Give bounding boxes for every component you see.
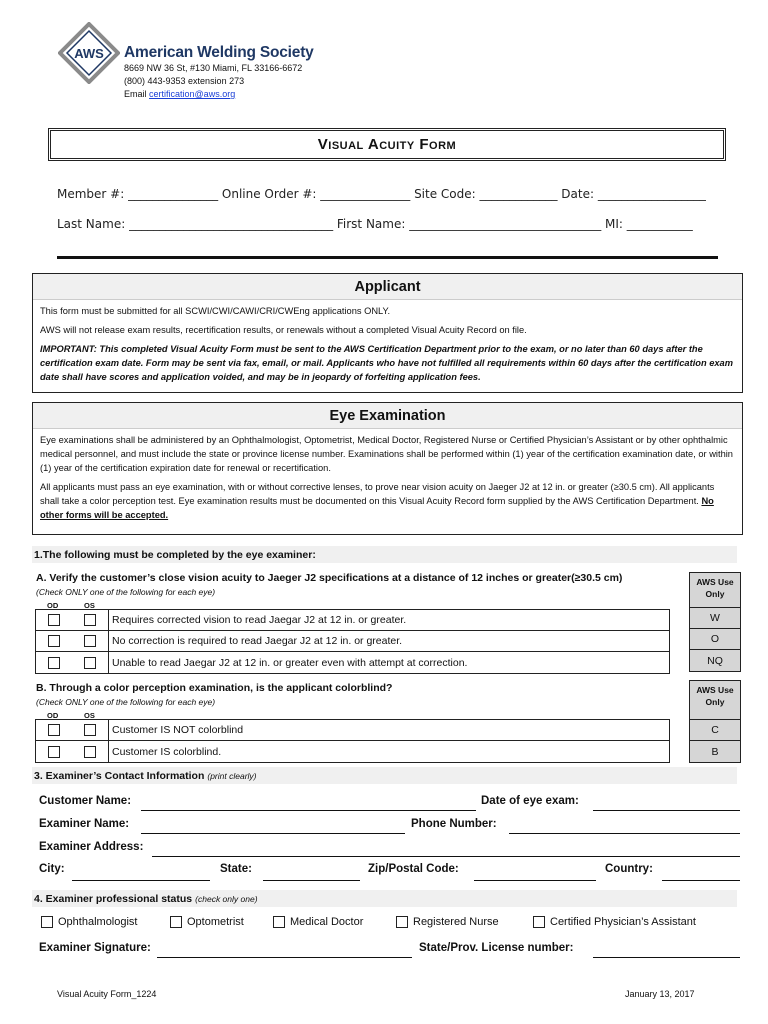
question-a-options <box>35 609 670 674</box>
member-info-row[interactable]: Member #: _______________ Online Order #: _______________ Site Code: _____________ Date: __________________ <box>57 187 706 201</box>
option-label: Customer IS colorblind. <box>108 741 669 762</box>
section-1-heading <box>32 546 737 563</box>
question-b-option-row <box>36 720 669 741</box>
question-a-od-label: OD <box>47 601 59 610</box>
section-3-heading <box>32 767 737 784</box>
question-a-title: A. Verify the customer’s close vision acuity to Jaeger J2 specifications at a distance of 12 inches or greater(≥30.5 cm) <box>36 572 623 584</box>
question-b-options <box>35 719 670 763</box>
status-label: Medical Doctor <box>290 916 364 928</box>
state-label: State: <box>220 863 252 875</box>
question-a-aws-use-column <box>689 572 741 672</box>
form-title: Visual Acuity Form <box>317 136 457 153</box>
aws-code: NQ <box>707 654 723 667</box>
status-option-physicians-assistant[interactable] <box>533 916 696 928</box>
section-3-title: 3. Examiner’s Contact Information <box>34 769 205 782</box>
eye-exam-heading: Eye Examination <box>33 403 742 429</box>
applicant-heading: Applicant <box>33 274 742 300</box>
phone-number-label: Phone Number: <box>411 818 497 830</box>
od-checkbox[interactable] <box>48 614 60 626</box>
footer-date: January 13, 2017 <box>625 989 695 999</box>
od-checkbox[interactable] <box>48 746 60 758</box>
footer-form-id: Visual Acuity Form_1224 <box>57 989 157 999</box>
status-option-registered-nurse[interactable] <box>396 916 499 928</box>
question-b-aws-use-column <box>689 680 741 763</box>
os-checkbox[interactable] <box>84 724 96 736</box>
header-divider <box>57 256 718 259</box>
eye-exam-section <box>32 402 743 535</box>
examiner-address-label: Examiner Address: <box>39 841 144 853</box>
applicant-paragraph-2: AWS will not release exam results, recertification results, or renewals without a completed Visual Acuity Record on file. <box>40 325 527 335</box>
zip-label: Zip/Postal Code: <box>368 863 459 875</box>
status-option-ophthalmologist[interactable] <box>41 916 138 928</box>
organization-phone: (800) 443-9353 extension 273 <box>124 76 245 86</box>
applicant-important-notice: IMPORTANT: This completed Visual Acuity Form must be sent to the AWS Certification Department prior to the exam, or no later than 60 days after the certification exam date. Form may be sent via fax, email, or mail. Applicants who have not fulfilled all requirements within 60 days after the certification exam date shall have scores and application voided, and may be in jeopardy of forfeiting application fees. <box>40 344 733 382</box>
os-checkbox[interactable] <box>84 746 96 758</box>
status-label: Certified Physician’s Assistant <box>550 916 696 928</box>
question-a-note: (Check ONLY one of the following for each eye) <box>36 587 216 597</box>
email-link[interactable]: certification@aws.org <box>149 89 236 99</box>
question-b-title: B. Through a color perception examination, is the applicant colorblind? <box>36 682 393 694</box>
status-label: Ophthalmologist <box>58 916 138 928</box>
status-label: Optometrist <box>187 916 244 928</box>
logo-text: AWS <box>74 46 104 61</box>
question-b-note: (Check ONLY one of the following for each eye) <box>36 697 216 707</box>
eye-exam-paragraph-2 <box>40 480 735 522</box>
option-label: Requires corrected vision to read Jaegar J2 at 12 in. or greater. <box>108 610 669 630</box>
os-checkbox[interactable] <box>84 614 96 626</box>
aws-code: B <box>711 745 719 758</box>
customer-name-label: Customer Name: <box>39 795 132 807</box>
os-checkbox[interactable] <box>84 657 96 669</box>
examiner-address-field[interactable] <box>152 856 740 857</box>
customer-name-field[interactable] <box>141 810 476 811</box>
organization-email <box>124 89 235 99</box>
question-b-os-label: OS <box>84 711 95 720</box>
section-4-note: (check only one) <box>195 893 258 904</box>
country-label: Country: <box>605 863 653 875</box>
section-3-note: (print clearly) <box>207 770 257 781</box>
question-b-option-row <box>36 741 669 762</box>
examiner-name-label: Examiner Name: <box>39 818 130 830</box>
organization-address: 8669 NW 36 St, #130 Miami, FL 33166-6672 <box>124 63 303 73</box>
status-checkbox[interactable] <box>396 916 408 928</box>
license-field[interactable] <box>593 957 740 958</box>
date-of-exam-field[interactable] <box>593 810 740 811</box>
status-option-optometrist[interactable] <box>170 916 244 928</box>
status-checkbox[interactable] <box>273 916 285 928</box>
status-checkbox[interactable] <box>41 916 53 928</box>
status-label: Registered Nurse <box>413 916 499 928</box>
option-label: Customer IS NOT colorblind <box>108 720 669 740</box>
form-title-box <box>48 128 726 161</box>
aws-use-only-header: AWS Use Only <box>690 573 740 608</box>
od-checkbox[interactable] <box>48 657 60 669</box>
no-other-forms-notice: No other forms will be accepted. <box>40 496 714 520</box>
examiner-name-field[interactable] <box>141 833 405 834</box>
country-field[interactable] <box>662 880 740 881</box>
od-checkbox[interactable] <box>48 724 60 736</box>
state-field[interactable] <box>263 880 360 881</box>
phone-number-field[interactable] <box>509 833 740 834</box>
city-field[interactable] <box>72 880 210 881</box>
eye-exam-paragraph-2-text: All applicants must pass an eye examination, with or without corrective lenses, to prove near vision acuity on Jaeger J2 at 12 in. or greater (≥30.5 cm). All applicants shall take a color perception test. Eye examination results must be documented on this Visual Acuity Record form supplied by the AWS Certification Department. <box>40 482 715 506</box>
name-info-row[interactable]: Last Name: __________________________________ First Name: ________________________________ MI: ___________ <box>57 217 693 231</box>
signature-field[interactable] <box>157 957 412 958</box>
section-1-title: 1.The following must be completed by the eye examiner: <box>34 548 316 561</box>
question-b-od-label: OD <box>47 711 59 720</box>
applicant-paragraph-1: This form must be submitted for all SCWI/CWI/CAWI/CRI/CWEng applications ONLY. <box>40 306 391 316</box>
section-4-heading <box>32 890 737 907</box>
question-a-option-row <box>36 652 669 673</box>
organization-name: American Welding Society <box>124 44 314 61</box>
signature-label: Examiner Signature: <box>39 942 151 954</box>
option-label: No correction is required to read Jaegar J2 at 12 in. or greater. <box>108 631 669 651</box>
os-checkbox[interactable] <box>84 635 96 647</box>
od-checkbox[interactable] <box>48 635 60 647</box>
question-a-option-row <box>36 610 669 631</box>
status-option-medical-doctor[interactable] <box>273 916 363 928</box>
aws-code: O <box>690 629 740 650</box>
applicant-section <box>32 273 743 393</box>
eye-exam-paragraph-1: Eye examinations shall be administered by an Ophthalmologist, Optometrist, Medical Doctor, Registered Nurse or Certified Physician’s Assistant or by other ophthalmic medical personnel, and must include the state or province license number. Examinations shall be performed within (1) year of the certification examination date, or within (1) year of the certification expiration date for renewal or recertification. <box>40 435 733 473</box>
city-label: City: <box>39 863 65 875</box>
status-checkbox[interactable] <box>533 916 545 928</box>
question-a-os-label: OS <box>84 601 95 610</box>
question-a-option-row <box>36 631 669 652</box>
license-label: State/Prov. License number: <box>419 942 574 954</box>
date-of-exam-label: Date of eye exam: <box>481 795 579 807</box>
email-label: Email <box>124 89 147 99</box>
option-label: Unable to read Jaegar J2 at 12 in. or greater even with attempt at correction. <box>108 652 669 673</box>
aws-code: W <box>690 608 740 629</box>
aws-logo <box>58 22 120 84</box>
zip-field[interactable] <box>474 880 596 881</box>
aws-code: C <box>690 720 740 741</box>
aws-use-only-header: AWS Use Only <box>690 681 740 720</box>
section-4-title: 4. Examiner professional status <box>34 892 193 905</box>
status-checkbox[interactable] <box>170 916 182 928</box>
